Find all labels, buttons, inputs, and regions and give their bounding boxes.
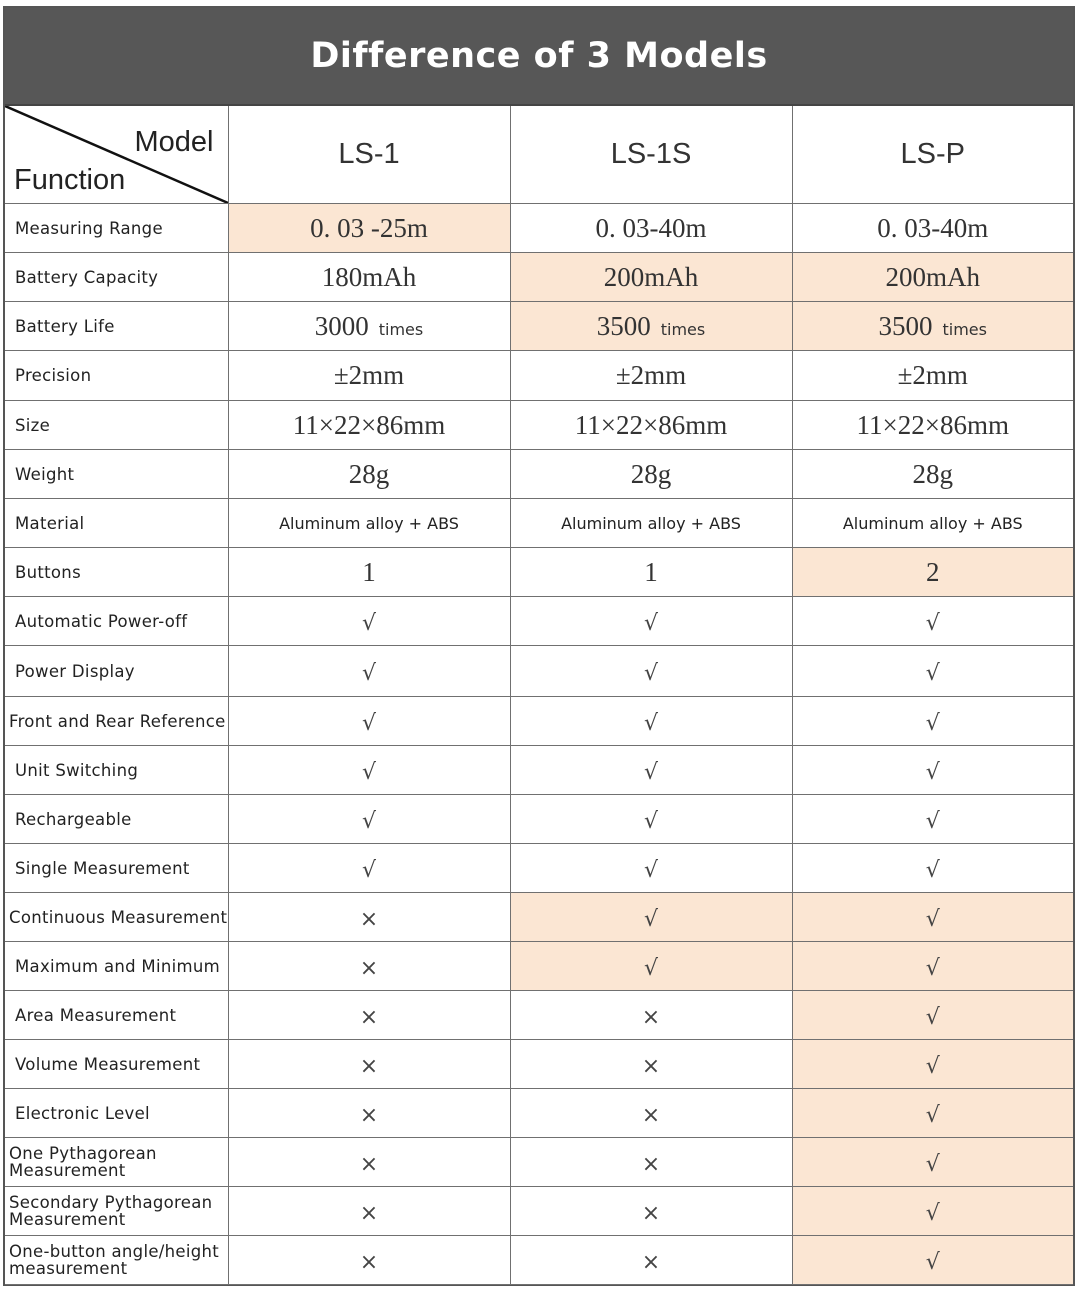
value-cell: [510, 401, 792, 450]
table-row: [5, 1138, 1073, 1187]
value-text: 1: [644, 556, 658, 587]
check-mark-cell: [510, 646, 792, 697]
table-row: [5, 795, 1073, 844]
cross-icon: ×: [641, 1102, 661, 1128]
check-mark-cell: [510, 795, 792, 844]
value-text: 28g: [912, 458, 953, 489]
check-icon: √: [925, 1151, 940, 1177]
unit-text: times: [942, 319, 987, 339]
cross-icon: ×: [641, 1004, 661, 1030]
check-icon: √: [925, 808, 940, 834]
cross-mark-cell: [510, 1089, 792, 1138]
unit-text: times: [378, 319, 424, 339]
check-mark-cell: [792, 1089, 1073, 1138]
check-mark-cell: [792, 1187, 1073, 1236]
cross-icon: ×: [359, 1004, 379, 1030]
value-cell: [510, 450, 792, 499]
value-cell: [792, 204, 1073, 253]
value-text: 11×22×86mm: [856, 409, 1009, 440]
function-label: Rechargeable: [5, 795, 228, 844]
value-text: 180mAh: [321, 261, 417, 292]
check-mark-cell: [510, 746, 792, 795]
check-icon: √: [643, 955, 659, 981]
value-text: 1: [362, 556, 376, 587]
value-cell: [792, 499, 1073, 548]
function-label: Volume Measurement: [5, 1040, 228, 1089]
check-icon: √: [643, 610, 659, 636]
page-title: Difference of 3 Models: [310, 36, 768, 76]
value-text: 28g: [348, 458, 390, 489]
function-label: Unit Switching: [5, 746, 228, 795]
function-label: Continuous Measurement: [5, 893, 228, 942]
header-row: [5, 106, 1073, 204]
function-label: Buttons: [5, 548, 228, 597]
cross-mark-cell: [510, 1236, 792, 1285]
value-cell: [792, 450, 1073, 499]
table-row: [5, 746, 1073, 795]
check-mark-cell: [792, 795, 1073, 844]
cross-icon: ×: [359, 1053, 379, 1079]
check-mark-cell: [510, 893, 792, 942]
model-header-ls-1: LS-1: [228, 106, 510, 204]
cross-mark-cell: [228, 893, 510, 942]
value-text: Aluminum alloy + ABS: [842, 513, 1023, 533]
value-text: 3000: [314, 310, 369, 341]
unit-text: times: [660, 319, 706, 339]
corner-header-cell: [5, 106, 228, 204]
check-icon: √: [925, 1004, 940, 1030]
value-cell: [792, 401, 1073, 450]
value-cell: [510, 351, 792, 401]
value-cell: [792, 548, 1073, 597]
check-icon: √: [643, 906, 659, 932]
model-header-ls-1s: LS-1S: [510, 106, 792, 204]
value-text: 200mAh: [885, 261, 980, 292]
function-label: Single Measurement: [5, 844, 228, 893]
check-icon: √: [361, 660, 377, 686]
check-mark-cell: [792, 646, 1073, 697]
cross-mark-cell: [228, 1089, 510, 1138]
cross-icon: ×: [641, 1053, 661, 1079]
table-row: [5, 204, 1073, 253]
value-cell: [510, 499, 792, 548]
value-text: 3500: [878, 310, 933, 341]
corner-function-label: Function: [14, 164, 126, 196]
check-mark-cell: [792, 844, 1073, 893]
value-cell: [228, 253, 510, 302]
value-cell: [228, 499, 510, 548]
check-icon: √: [925, 857, 940, 883]
table-row: [5, 351, 1073, 401]
check-icon: √: [925, 610, 940, 636]
function-label: Measuring Range: [5, 204, 228, 253]
check-mark-cell: [228, 795, 510, 844]
value-text: 0. 03-40m: [877, 212, 989, 243]
value-cell: [228, 450, 510, 499]
check-mark-cell: [792, 746, 1073, 795]
check-mark-cell: [792, 697, 1073, 746]
table-row: [5, 401, 1073, 450]
check-mark-cell: [792, 1040, 1073, 1089]
cross-icon: ×: [641, 1200, 661, 1226]
check-mark-cell: [228, 697, 510, 746]
table-row: [5, 499, 1073, 548]
value-text: 11×22×86mm: [574, 409, 728, 440]
check-mark-cell: [228, 597, 510, 646]
table-row: [5, 697, 1073, 746]
check-mark-cell: [792, 991, 1073, 1040]
check-icon: √: [361, 610, 377, 636]
check-mark-cell: [792, 1236, 1073, 1285]
function-label: Material: [5, 499, 228, 548]
cross-icon: ×: [359, 1249, 379, 1275]
table-row: [5, 1187, 1073, 1236]
table-row: [5, 450, 1073, 499]
table-row: [5, 597, 1073, 646]
value-cell: [510, 204, 792, 253]
value-text: Aluminum alloy + ABS: [279, 513, 459, 533]
check-mark-cell: [792, 942, 1073, 991]
value-cell: [228, 302, 510, 351]
check-icon: √: [925, 759, 940, 785]
function-label: Battery Life: [5, 302, 228, 351]
table-row: [5, 991, 1073, 1040]
check-icon: √: [643, 857, 659, 883]
check-icon: √: [361, 759, 377, 785]
value-cell: [228, 548, 510, 597]
value-cell: [510, 302, 792, 351]
value-text: 0. 03 -25m: [310, 212, 428, 243]
table-row: [5, 646, 1073, 697]
function-label: Area Measurement: [5, 991, 228, 1040]
cross-mark-cell: [228, 1187, 510, 1236]
check-icon: √: [643, 710, 659, 736]
value-text: 11×22×86mm: [292, 409, 446, 440]
function-label: One-button angle/height measurement: [5, 1236, 228, 1285]
check-icon: √: [925, 1249, 940, 1275]
cross-mark-cell: [510, 991, 792, 1040]
value-text: 28g: [630, 458, 672, 489]
model-header-ls-p: LS-P: [792, 106, 1073, 204]
table-row: [5, 548, 1073, 597]
value-cell: [228, 351, 510, 401]
function-label: Maximum and Minimum: [5, 942, 228, 991]
cross-mark-cell: [510, 1138, 792, 1187]
check-mark-cell: [792, 597, 1073, 646]
value-cell: [792, 302, 1073, 351]
comparison-table: [5, 106, 1073, 1285]
value-cell: [510, 548, 792, 597]
check-icon: √: [643, 759, 659, 785]
cross-icon: ×: [359, 1102, 379, 1128]
function-label: One Pythagorean Measurement: [5, 1138, 228, 1187]
cross-mark-cell: [228, 1040, 510, 1089]
check-icon: √: [925, 710, 940, 736]
table-row: [5, 942, 1073, 991]
cross-mark-cell: [228, 1138, 510, 1187]
cross-mark-cell: [228, 1236, 510, 1285]
check-mark-cell: [228, 844, 510, 893]
table-row: [5, 253, 1073, 302]
cross-mark-cell: [510, 1040, 792, 1089]
check-mark-cell: [228, 746, 510, 795]
function-label: Precision: [5, 351, 228, 401]
check-mark-cell: [228, 646, 510, 697]
cross-icon: ×: [359, 1200, 379, 1226]
function-label: Weight: [5, 450, 228, 499]
check-mark-cell: [510, 942, 792, 991]
function-label: Battery Capacity: [5, 253, 228, 302]
check-icon: √: [925, 1200, 940, 1226]
function-label: Size: [5, 401, 228, 450]
cross-icon: ×: [359, 955, 379, 981]
value-cell: [510, 253, 792, 302]
value-text: 2: [926, 556, 940, 587]
function-label: Secondary Pythagorean Measurement: [5, 1187, 228, 1236]
value-text: Aluminum alloy + ABS: [561, 513, 741, 533]
cross-icon: ×: [359, 906, 379, 932]
value-text: ±2mm: [897, 360, 968, 390]
function-label: Front and Rear Reference: [5, 697, 228, 746]
check-icon: √: [925, 1102, 940, 1128]
title-bar: [5, 8, 1073, 106]
function-label: Electronic Level: [5, 1089, 228, 1138]
table-row: [5, 302, 1073, 351]
cross-mark-cell: [228, 942, 510, 991]
check-icon: √: [925, 955, 940, 981]
value-text: 3500: [596, 310, 651, 341]
value-cell: [228, 204, 510, 253]
value-text: 200mAh: [603, 261, 699, 292]
check-mark-cell: [510, 697, 792, 746]
value-cell: [792, 351, 1073, 401]
check-icon: √: [361, 808, 377, 834]
check-icon: √: [925, 1053, 940, 1079]
check-mark-cell: [510, 597, 792, 646]
table-row: [5, 1236, 1073, 1285]
value-text: ±2mm: [333, 360, 405, 390]
value-text: ±2mm: [615, 360, 687, 390]
value-cell: [228, 401, 510, 450]
cross-mark-cell: [228, 991, 510, 1040]
function-label: Power Display: [5, 646, 228, 697]
table-row: [5, 1040, 1073, 1089]
check-icon: √: [361, 710, 377, 736]
cross-icon: ×: [359, 1151, 379, 1177]
check-icon: √: [643, 660, 659, 686]
cross-icon: ×: [641, 1151, 661, 1177]
comparison-sheet: [3, 6, 1075, 1286]
table-row: [5, 844, 1073, 893]
check-icon: √: [643, 808, 659, 834]
check-mark-cell: [510, 844, 792, 893]
check-mark-cell: [792, 893, 1073, 942]
cross-icon: ×: [641, 1249, 661, 1275]
function-label: Automatic Power-off: [5, 597, 228, 646]
check-mark-cell: [792, 1138, 1073, 1187]
check-icon: √: [925, 660, 940, 686]
check-icon: √: [925, 906, 940, 932]
corner-model-label: Model: [134, 126, 214, 158]
value-text: 0. 03-40m: [595, 212, 707, 243]
check-icon: √: [361, 857, 377, 883]
value-cell: [792, 253, 1073, 302]
cross-mark-cell: [510, 1187, 792, 1236]
table-row: [5, 1089, 1073, 1138]
table-row: [5, 893, 1073, 942]
